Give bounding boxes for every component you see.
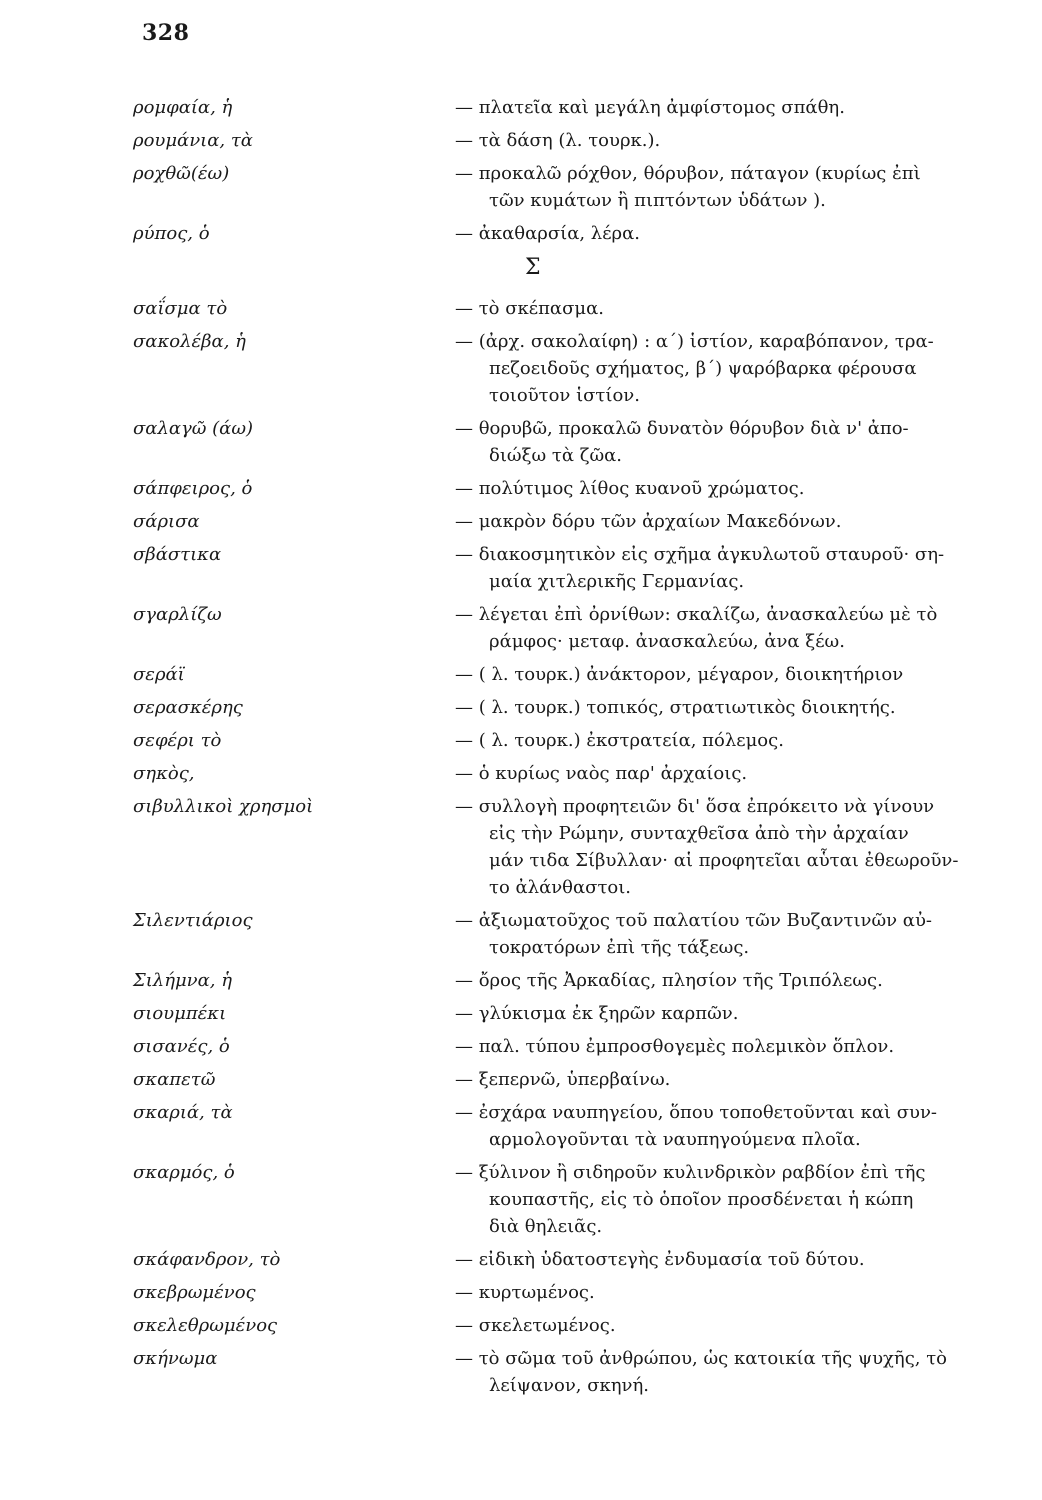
entry-term: σκαρμός, ὁ (133, 1162, 235, 1183)
entry-term: σκήνωμα (133, 1348, 218, 1369)
entry-definition (455, 415, 1008, 469)
glossary-entry (133, 1099, 1008, 1153)
entry-definition (455, 1312, 1008, 1339)
glossary-entry (133, 94, 1008, 121)
definition-line: — ὄρος τῆς Ἀρκαδίας, πλησίον τῆς Τριπόλεως. (455, 970, 883, 991)
entry-term: σιουμπέκι (133, 1003, 227, 1024)
glossary-entry (133, 1000, 1008, 1027)
definition-line: — ἐσχάρα ναυπηγείου, ὅπου τοποθετοῦνται καὶ συν- (455, 1102, 938, 1123)
entry-definition (455, 1033, 1008, 1060)
definition-line: τῶν κυμάτων ἢ πιπτόντων ὑδάτων ). (489, 190, 826, 211)
entry-term: σαλαγῶ (άω) (133, 418, 254, 439)
definition-line: — διακοσμητικὸν εἰς σχῆμα ἀγκυλωτοῦ σταυροῦ· ση- (455, 544, 945, 565)
entry-definition (455, 94, 1008, 121)
section-letter: Σ (525, 255, 541, 280)
glossary (133, 94, 1008, 1405)
glossary-entry (133, 1345, 1008, 1399)
definition-line: τοιοῦτον ἱστίον. (489, 385, 640, 406)
entry-term: ρομφαία, ἡ (133, 97, 233, 118)
glossary-entry (133, 1066, 1008, 1093)
entry-definition (455, 160, 1008, 214)
definition-line: — σκελετωμένος. (455, 1315, 616, 1336)
glossary-entry (133, 601, 1008, 655)
definition-line: ράμφος· μεταφ. ἀνασκαλεύω, ἀνα ξέω. (489, 631, 845, 652)
entry-definition (455, 760, 1008, 787)
definition-line: — ( λ. τουρκ.) τοπικός, στρατιωτικὸς διοικητής. (455, 697, 896, 718)
entry-term: Σιλήμνα, ἡ (133, 970, 232, 991)
entry-definition (455, 1246, 1008, 1273)
entry-definition (455, 1099, 1008, 1153)
definition-line: — ἀκαθαρσία, λέρα. (455, 223, 640, 244)
entry-definition (455, 295, 1008, 322)
entry-term: σάπφειρος, ὁ (133, 478, 253, 499)
glossary-entry (133, 1033, 1008, 1060)
definition-line: — προκαλῶ ρόχθον, θόρυβον, πάταγον (κυρίως ἐπὶ (455, 163, 921, 184)
definition-line: διώξω τὰ ζῶα. (489, 445, 623, 466)
entry-term: σκεβρωμένος (133, 1282, 256, 1303)
entry-term: ρύπος, ὁ (133, 223, 210, 244)
definition-line: — μακρὸν δόρυ τῶν ἀρχαίων Μακεδόνων. (455, 511, 842, 532)
definition-line: μάν τιδα Σίβυλλαν· αἱ προφητεῖαι αὗται ἐθεωροῦν- (489, 850, 959, 871)
entry-term: σαΐσμα τὸ (133, 298, 228, 319)
entry-term: σκαπετῶ (133, 1069, 216, 1090)
definition-line: — παλ. τύπου ἐμπροσθογεμὲς πολεμικὸν ὅπλον. (455, 1036, 895, 1057)
entry-definition (455, 328, 1008, 409)
entry-definition (455, 601, 1008, 655)
glossary-entry (133, 475, 1008, 502)
glossary-entry (133, 127, 1008, 154)
entry-definition (455, 220, 1008, 247)
definition-line: κουπαστῆς, εἰς τὸ ὁποῖον προσδένεται ἡ κώπη (489, 1189, 914, 1210)
entry-definition (455, 1066, 1008, 1093)
entry-term: σερασκέρης (133, 697, 243, 718)
definition-line: λείψανον, σκηνή. (489, 1375, 649, 1396)
entry-term: σγαρλίζω (133, 604, 222, 625)
entry-term: σισανές, ὁ (133, 1036, 230, 1057)
entry-definition (455, 1279, 1008, 1306)
definition-line: — θορυβῶ, προκαλῶ δυνατὸν θόρυβον διὰ ν' ἀπο- (455, 418, 909, 439)
entry-definition (455, 1345, 1008, 1399)
definition-line: — γλύκισμα ἐκ ξηρῶν καρπῶν. (455, 1003, 739, 1024)
definition-line: — συλλογὴ προφητειῶν δι' ὅσα ἐπρόκειτο νὰ γίνουν (455, 796, 935, 817)
entry-definition (455, 127, 1008, 154)
entry-definition (455, 967, 1008, 994)
definition-line: — ἀξιωματοῦχος τοῦ παλατίου τῶν Βυζαντινῶν αὐ- (455, 910, 932, 931)
glossary-entry (133, 1279, 1008, 1306)
entry-term: σβάστικα (133, 544, 222, 565)
definition-line: — ξεπερνῶ, ὑπερβαίνω. (455, 1069, 671, 1090)
entry-term: σιβυλλικοὶ χρησμοὶ (133, 796, 314, 817)
definition-line: — πολύτιμος λίθος κυανοῦ χρώματος. (455, 478, 805, 499)
definition-line: — ξύλινον ἢ σιδηροῦν κυλινδρικὸν ραβδίον ἐπὶ τῆς (455, 1162, 926, 1183)
entry-term: σεράϊ (133, 664, 185, 685)
entry-term: Σιλεντιάριος (133, 910, 253, 931)
entry-term: σκάφανδρον, τὸ (133, 1249, 281, 1270)
definition-line: τοκρατόρων ἐπὶ τῆς τάξεως. (489, 937, 750, 958)
definition-line: — τὸ σκέπασμα. (455, 298, 604, 319)
definition-line: διὰ θηλειᾶς. (489, 1216, 603, 1237)
glossary-entry (133, 1159, 1008, 1240)
entry-term: ροχθῶ(έω) (133, 163, 230, 184)
entry-definition (455, 907, 1008, 961)
glossary-entry (133, 793, 1008, 901)
glossary-entry (133, 160, 1008, 214)
definition-line: — ὁ κυρίως ναὸς παρ' ἀρχαίοις. (455, 763, 748, 784)
definition-line: αρμολογοῦνται τὰ ναυπηγούμενα πλοῖα. (489, 1129, 861, 1150)
definition-line: — εἰδικὴ ὑδατοστεγὴς ἐνδυμασία τοῦ δύτου. (455, 1249, 865, 1270)
entry-definition (455, 727, 1008, 754)
glossary-entry (133, 295, 1008, 322)
entry-term: σεφέρι τὸ (133, 730, 222, 751)
entry-definition (455, 1000, 1008, 1027)
definition-line: — τὰ δάση (λ. τουρκ.). (455, 130, 661, 151)
entry-term: σκαριά, τὰ (133, 1102, 233, 1123)
definition-line: πεζοειδοῦς σχήματος, β΄) ψαρόβαρκα φέρουσα (489, 358, 917, 379)
definition-line: — πλατεῖα καὶ μεγάλη ἀμφίστομος σπάθη. (455, 97, 845, 118)
definition-line: — (ἀρχ. σακολαίφη) : α΄) ἱστίον, καραβόπανον, τρα- (455, 331, 934, 352)
glossary-entry (133, 328, 1008, 409)
glossary-entry (133, 508, 1008, 535)
definition-line: — ( λ. τουρκ.) ἐκστρατεία, πόλεμος. (455, 730, 784, 751)
definition-line: μαία χιτλερικῆς Γερμανίας. (489, 571, 745, 592)
glossary-entry (133, 220, 1008, 247)
glossary-entry (133, 541, 1008, 595)
definition-line: — λέγεται ἐπὶ ὀρνίθων: σκαλίζω, ἀνασκαλεύω μὲ τὸ (455, 604, 938, 625)
glossary-entry (133, 727, 1008, 754)
entry-definition (455, 1159, 1008, 1240)
glossary-entry (133, 760, 1008, 787)
definition-line: — κυρτωμένος. (455, 1282, 595, 1303)
entry-definition (455, 508, 1008, 535)
entry-term: σακολέβα, ἡ (133, 331, 246, 352)
page-number: 328 (142, 20, 190, 46)
glossary-entry (133, 1246, 1008, 1273)
glossary-entry (133, 661, 1008, 688)
glossary-entry (133, 1312, 1008, 1339)
entry-definition (455, 793, 1008, 901)
glossary-entry (133, 907, 1008, 961)
entry-term: σκελεθρωμένος (133, 1315, 278, 1336)
definition-line: — τὸ σῶμα τοῦ ἀνθρώπου, ὡς κατοικία τῆς ψυχῆς, τὸ (455, 1348, 948, 1369)
definition-line: εἰς τὴν Ρώμην, συνταχθεῖσα ἀπὸ τὴν ἀρχαίαν (489, 823, 909, 844)
entry-term: σάρισα (133, 511, 200, 532)
entry-definition (455, 694, 1008, 721)
glossary-entry (133, 415, 1008, 469)
entry-definition (455, 475, 1008, 502)
definition-line: — ( λ. τουρκ.) ἀνάκτορον, μέγαρον, διοικητήριον (455, 664, 904, 685)
definition-line: το ἀλάνθαστοι. (489, 877, 632, 898)
glossary-entry (133, 967, 1008, 994)
entry-term: ρουμάνια, τὰ (133, 130, 253, 151)
glossary-entry (133, 694, 1008, 721)
entry-definition (455, 661, 1008, 688)
entry-term: σηκὸς, (133, 763, 195, 784)
entry-definition (455, 541, 1008, 595)
